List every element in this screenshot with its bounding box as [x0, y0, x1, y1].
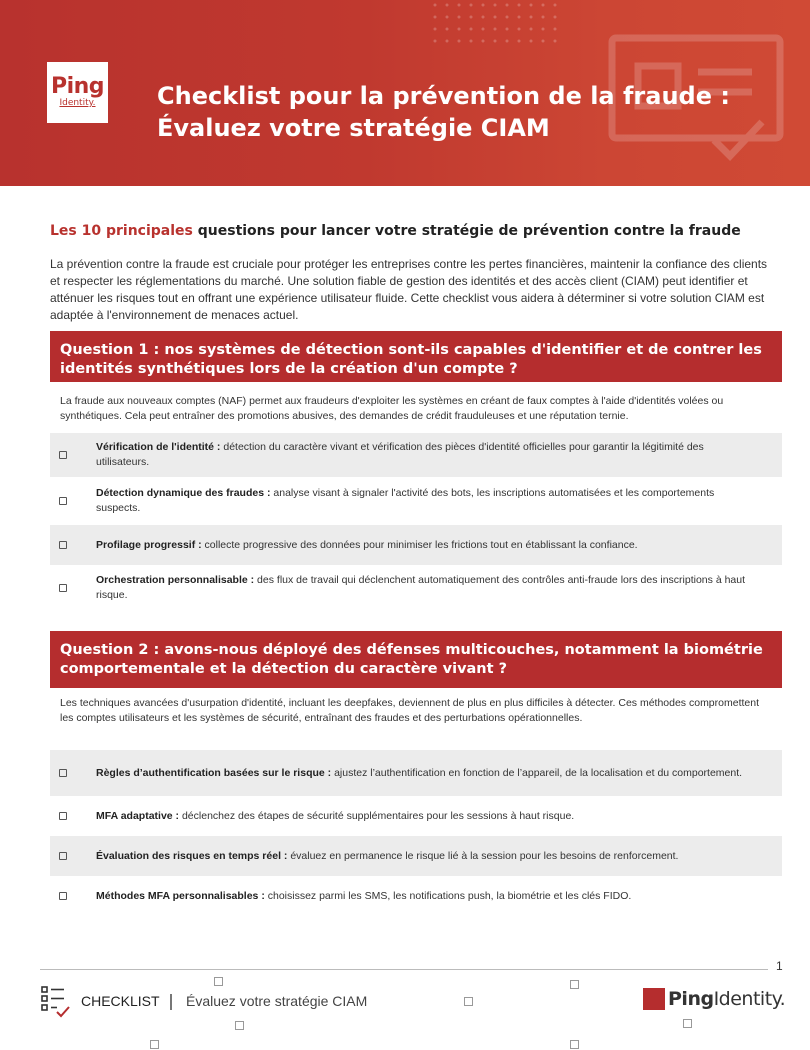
dot-pattern-decoration [430, 0, 570, 70]
stray-checkbox-mark [464, 997, 473, 1006]
intro-heading-rest: questions pour lancer votre stratégie de prévention contre la fraude [192, 223, 741, 239]
item-label: MFA adaptative : [96, 809, 180, 822]
stray-checkbox-mark [570, 1040, 579, 1049]
question-1-description: La fraude aux nouveaux comptes (NAF) permet aux fraudeurs d'exploiter les systèmes en créant de faux comptes à l'aide d'identités volées ou synthétiques. Cela peut entraîner des promotions abusives, des demandes de crédit frauduleuses et une réputation ternie. [60, 395, 724, 422]
checkbox[interactable] [59, 769, 67, 777]
page-number: 1 [776, 959, 783, 973]
checkbox[interactable] [59, 852, 67, 860]
item-text: collecte progressive des données pour minimiser les frictions tout en établissant la confiance. [201, 538, 638, 551]
page-title [157, 80, 777, 144]
checklist-item[interactable] [50, 750, 782, 796]
stray-checkbox-mark [214, 977, 223, 986]
checklist-item[interactable] [50, 433, 782, 477]
footer-ping-identity-logo: PingIdentity. [643, 988, 785, 1010]
checklist-item[interactable] [50, 565, 782, 610]
question-2-heading: Question 2 : avons-nous déployé des défenses multicouches, notamment la biométrie comportementale et la détection du caractère vivant ? [50, 631, 782, 688]
checkbox[interactable] [59, 812, 67, 820]
intro-paragraph: La prévention contre la fraude est cruciale pour protéger les entreprises contre les pertes financières, maintenir la confiance des clients et respecter les réglementations du marché. Une solution fiable de gestion des identités et des accès client (CIAM) peut identifier et atténuer les risques tout en offrant une expérience utilisateur fluide. Cette checklist vous aidera à déterminer si votre solution CIAM est adaptée à l'environnement de menaces actuel. [50, 257, 768, 322]
checkbox[interactable] [59, 584, 67, 592]
item-text: des flux de travail qui déclenchent automatiquement des contrôles anti-fraude lors des inscriptions à haut risque. [96, 573, 746, 601]
stray-checkbox-mark [150, 1040, 159, 1049]
item-text: déclenchez des étapes de sécurité supplémentaires pour les sessions à haut risque. [179, 809, 575, 822]
item-text: évaluez en permanence le risque lié à la session pour les besoins de renforcement. [287, 849, 679, 862]
item-label: Méthodes MFA personnalisables : [96, 889, 265, 902]
item-label: Règles d’authentification basées sur le risque : [96, 766, 332, 779]
checklist-item[interactable] [50, 796, 782, 836]
title-line-2: Évaluez votre stratégie CIAM [157, 114, 550, 142]
intro-heading-accent: Les 10 principales [50, 223, 193, 239]
checkbox[interactable] [59, 451, 67, 459]
item-text: analyse visant à signaler l'activité des bots, les inscriptions automatisées et les comportements suspects. [96, 487, 715, 514]
checklist-item[interactable] [50, 876, 782, 916]
header-banner [0, 0, 810, 186]
checkbox[interactable] [59, 497, 67, 505]
checklist-item[interactable] [50, 525, 782, 565]
footer-checklist-label: CHECKLIST [81, 993, 160, 1009]
item-label: Évaluation des risques en temps réel : [96, 849, 288, 862]
title-line-1: Checklist pour la prévention de la fraude : [157, 82, 730, 110]
item-text: ajustez l’authentification en fonction de l’appareil, de la localisation et du comportement. [331, 766, 743, 779]
checklist-item[interactable] [50, 836, 782, 876]
item-text: détection du caractère vivant et vérification des pièces d'identité officielles pour garantir la légitimité des utilisateurs. [96, 441, 704, 468]
question-2-description: Les techniques avancées d'usurpation d'identité, incluant les deepfakes, deviennent de plus en plus difficiles à détecter. Ces méthodes compromettent les comptes utilisateurs et les systèmes de sécurité, entraînant des fraudes et des perturbations opérationnelles. [60, 697, 760, 724]
item-label: Orchestration personnalisable : [96, 573, 255, 586]
checklist-item[interactable] [50, 477, 782, 525]
footer-separator [170, 994, 172, 1010]
footer-divider [40, 969, 768, 970]
ping-identity-logo: Ping Identity. [47, 62, 108, 123]
stray-checkbox-mark [683, 1019, 692, 1028]
footer-subtitle: Évaluez votre stratégie CIAM [186, 993, 368, 1009]
stray-checkbox-mark [235, 1021, 244, 1030]
item-label: Vérification de l'identité : [96, 441, 221, 453]
checkbox[interactable] [59, 541, 67, 549]
checklist-icon [40, 984, 70, 1018]
question-1-heading: Question 1 : nos systèmes de détection sont-ils capables d'identifier et de contrer les identités synthétiques lors de la création d'un compte ? [50, 331, 782, 382]
stray-checkbox-mark [570, 980, 579, 989]
item-text: choisissez parmi les SMS, les notifications push, la biométrie et les clés FIDO. [264, 889, 632, 902]
logo-square [643, 988, 665, 1010]
item-label: Profilage progressif : [96, 538, 202, 551]
checkbox[interactable] [59, 892, 67, 900]
item-label: Détection dynamique des fraudes : [96, 487, 271, 499]
intro-heading [50, 223, 770, 239]
